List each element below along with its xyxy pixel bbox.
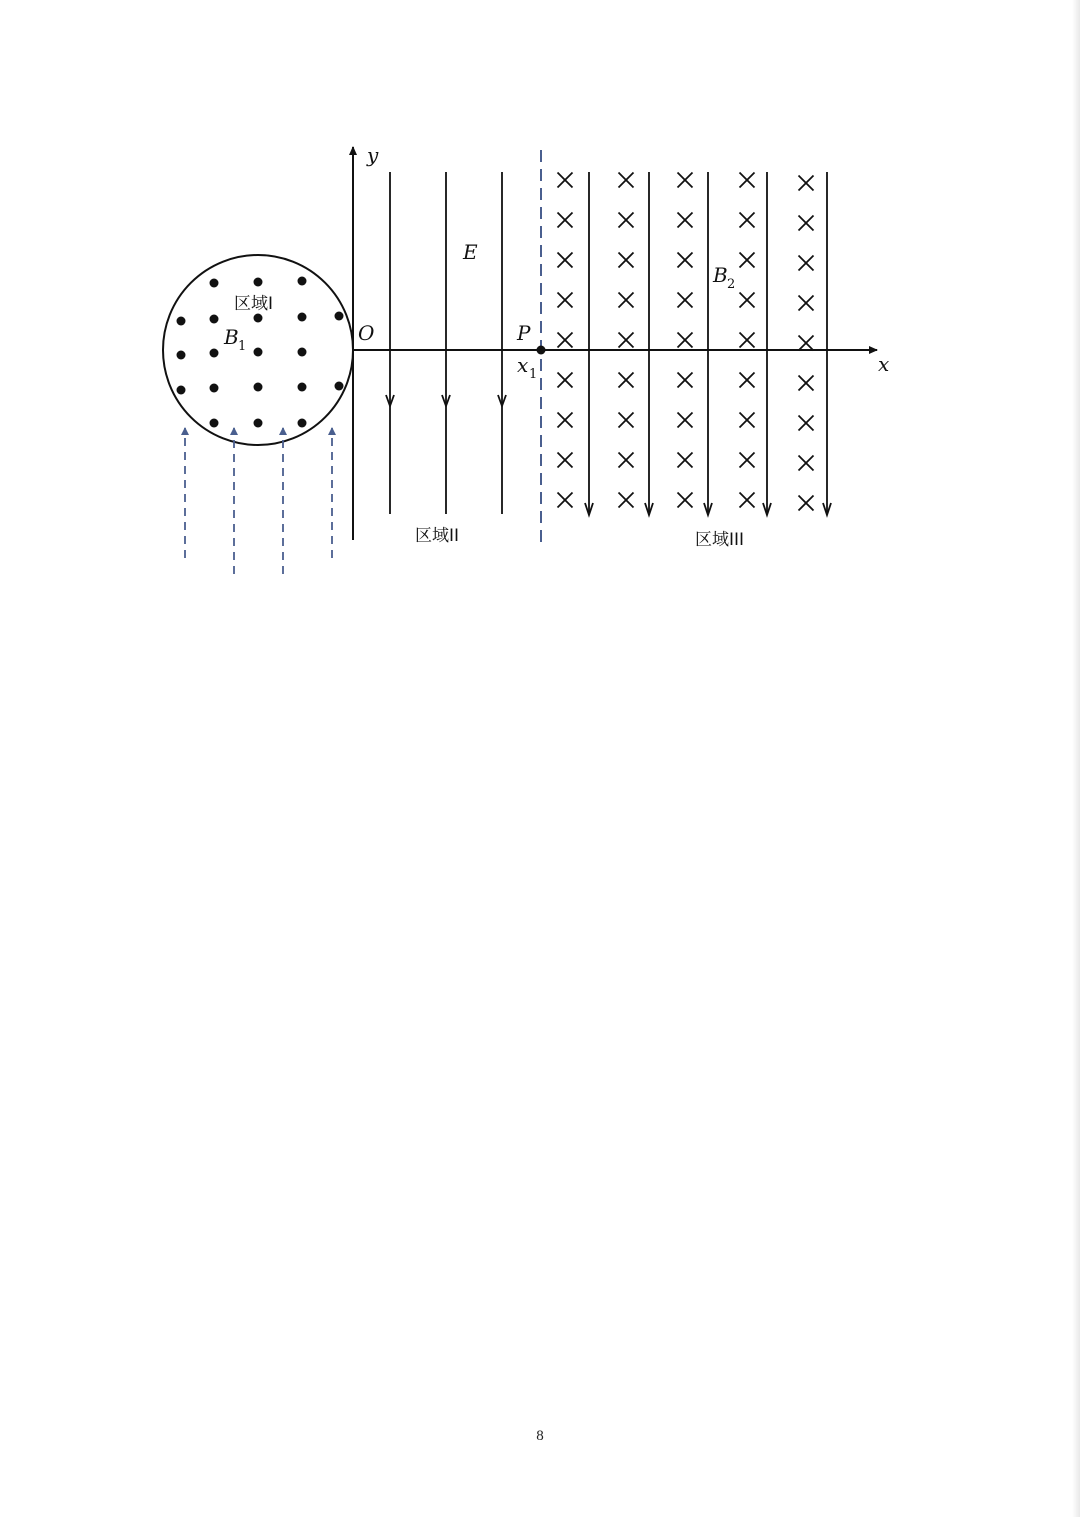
b-field-dot (298, 348, 307, 357)
b-field-dot (298, 383, 307, 392)
b-field-dot (210, 349, 219, 358)
b-field-cross (740, 373, 755, 388)
b-field-cross (619, 413, 634, 428)
b-field-cross (678, 413, 693, 428)
b-field-cross (558, 373, 573, 388)
electric-field-lines (386, 172, 506, 514)
physics-diagram (0, 0, 1080, 620)
b-field-cross (678, 173, 693, 188)
b-field-dot (177, 351, 186, 360)
b2-label-base: B (713, 263, 728, 287)
b-field-dot (298, 419, 307, 428)
b-field-cross (619, 293, 634, 308)
b-field-cross (799, 216, 814, 231)
b-field-dot (210, 279, 219, 288)
b-field-dot (210, 315, 219, 324)
b-field-cross (678, 373, 693, 388)
b-field-dot (210, 419, 219, 428)
point-p-dot (537, 346, 546, 355)
b-field-dot (254, 348, 263, 357)
page-number: 8 (536, 1428, 544, 1444)
b-field-cross (740, 333, 755, 348)
b-field-dot (298, 277, 307, 286)
b-field-cross (740, 213, 755, 228)
x1-label (517, 353, 537, 382)
b-field-cross (740, 413, 755, 428)
b-field-cross (678, 333, 693, 348)
b-field-dot (335, 382, 344, 391)
electric-field-label: E (463, 240, 478, 264)
b-field-dot (298, 313, 307, 322)
b-field-cross (799, 256, 814, 271)
y-axis-label: y (367, 143, 379, 167)
b-field-dot (177, 386, 186, 395)
b-field-cross (558, 453, 573, 468)
origin-label: O (358, 321, 375, 345)
b-field-cross (619, 493, 634, 508)
b-field-dot (254, 278, 263, 287)
b-field-cross (558, 173, 573, 188)
region-I (163, 255, 353, 445)
region-II-label: 区域II (415, 526, 460, 546)
region-III-label: 区域III (695, 530, 745, 550)
b-field-cross (678, 293, 693, 308)
incoming-particle-arrows (185, 428, 332, 574)
b-field-cross (558, 413, 573, 428)
b-field-cross (558, 213, 573, 228)
point-p-label: P (517, 321, 531, 345)
b-field-cross (740, 173, 755, 188)
b-field-cross (619, 453, 634, 468)
b-field-cross (799, 336, 814, 351)
b-field-cross (799, 176, 814, 191)
b-field-cross (678, 493, 693, 508)
b-field-cross (740, 293, 755, 308)
b-field-cross (740, 253, 755, 268)
b-field-dot (177, 317, 186, 326)
b-field-cross (558, 293, 573, 308)
b-field-dot (210, 384, 219, 393)
b-field-cross (619, 333, 634, 348)
b-field-dot (254, 383, 263, 392)
b-field-cross (678, 253, 693, 268)
b2-label (712, 263, 735, 292)
b-field-cross (558, 333, 573, 348)
b-field-cross (799, 456, 814, 471)
x1-label-sub: 1 (529, 367, 538, 382)
b-field-cross (619, 173, 634, 188)
b-field-cross (678, 213, 693, 228)
b-field-cross (799, 496, 814, 511)
b1-label-sub: 1 (238, 339, 247, 354)
b-field-dot (335, 312, 344, 321)
b-field-cross (799, 416, 814, 431)
b-field-dot (254, 419, 263, 428)
b-field-cross (619, 373, 634, 388)
b-field-cross (558, 493, 573, 508)
region-I-label: 区域I (234, 294, 274, 314)
b-field-dot (254, 314, 263, 323)
b-field-cross (619, 213, 634, 228)
b-field-cross (558, 253, 573, 268)
b-field-in-crosses (558, 173, 814, 511)
b2-label-sub: 2 (727, 277, 736, 292)
x-axis-label: x (878, 352, 890, 376)
b-field-cross (740, 453, 755, 468)
b-field-cross (740, 493, 755, 508)
x1-label-base: x (517, 353, 529, 377)
b-field-cross (619, 253, 634, 268)
b1-label (223, 325, 246, 354)
b1-label-base: B (224, 325, 239, 349)
b-field-cross (799, 376, 814, 391)
b-field-cross (678, 453, 693, 468)
b-field-cross (799, 296, 814, 311)
